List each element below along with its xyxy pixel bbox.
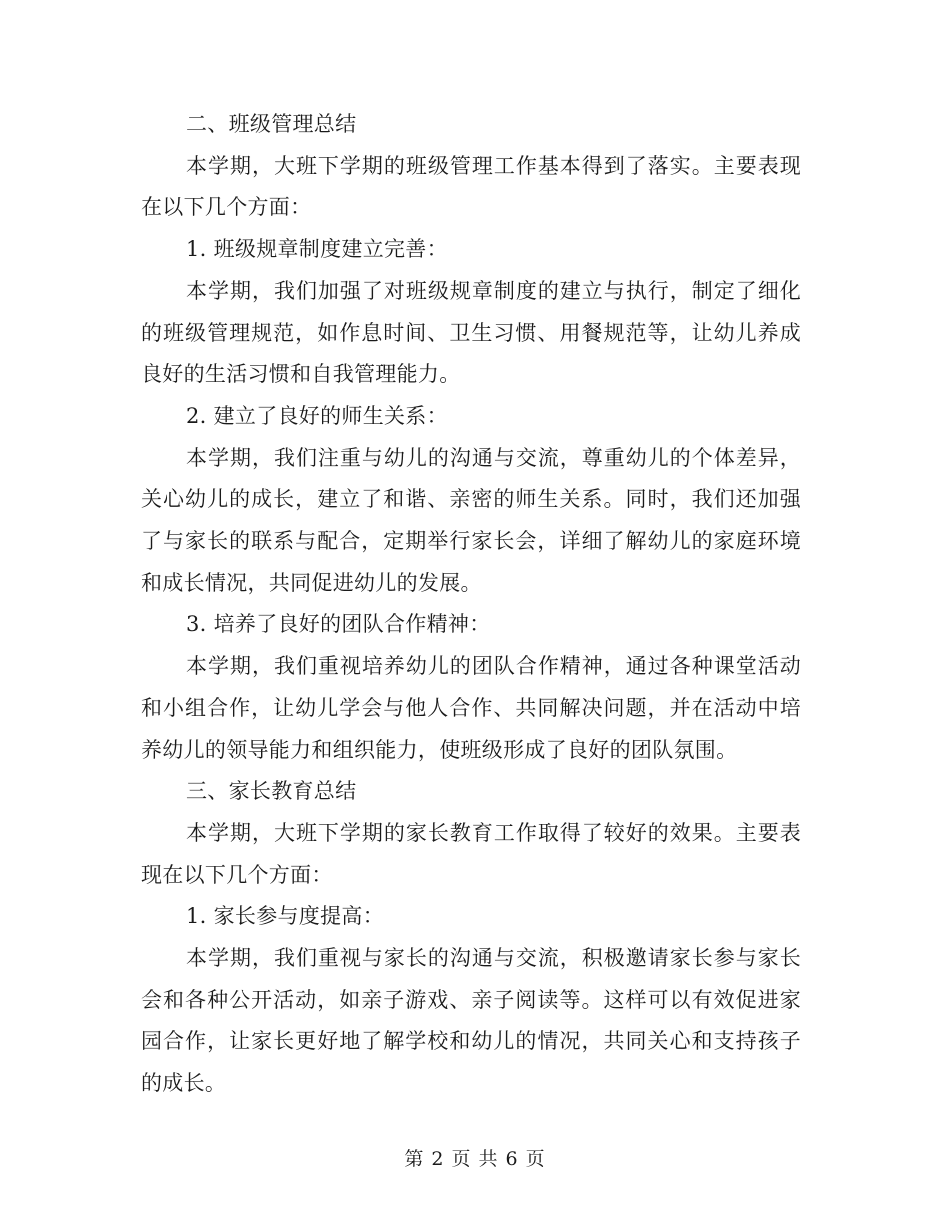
paragraph: 本学期，大班下学期的家长教育工作取得了较好的效果。主要表现在以下几个方面： bbox=[141, 820, 801, 887]
list-item-heading: 1. 班级规章制度建立完善： bbox=[186, 237, 448, 262]
section-heading: 三、家长教育总结 bbox=[186, 779, 357, 804]
paragraph: 本学期，我们重视培养幼儿的团队合作精神，通过各种课堂活动和小组合作，让幼儿学会与他人合作、共同解决问题，并在活动中培养幼儿的领导能力和组织能力，使班级形成了良好的团队氛围。 bbox=[141, 654, 801, 762]
list-item-heading: 2. 建立了良好的师生关系： bbox=[186, 403, 448, 428]
paragraph: 本学期，大班下学期的班级管理工作基本得到了落实。主要表现在以下几个方面： bbox=[141, 153, 801, 220]
paragraph: 本学期，我们注重与幼儿的沟通与交流，尊重幼儿的个体差异，关心幼儿的成长，建立了和谐、亲密的师生关系。同时，我们还加强了与家长的联系与配合，定期举行家长会，详细了解幼儿的家庭环境和成长情况，共同促进幼儿的发展。 bbox=[141, 445, 801, 595]
paragraph: 本学期，我们重视与家长的沟通与交流，积极邀请家长参与家长会和各种公开活动，如亲子游戏、亲子阅读等。这样可以有效促进家园合作，让家长更好地了解学校和幼儿的情况，共同关心和支持孩子的成长。 bbox=[141, 946, 801, 1096]
paragraph: 本学期，我们加强了对班级规章制度的建立与执行，制定了细化的班级管理规范，如作息时间、卫生习惯、用餐规范等，让幼儿养成良好的生活习惯和自我管理能力。 bbox=[141, 278, 801, 387]
document-body bbox=[141, 104, 801, 1105]
list-item-heading: 3. 培养了良好的团队合作精神： bbox=[186, 612, 491, 637]
list-item-heading: 1. 家长参与度提高： bbox=[186, 904, 385, 929]
section-heading: 二、班级管理总结 bbox=[186, 112, 357, 136]
page-number-footer: 第 2 页 共 6 页 bbox=[404, 1148, 546, 1170]
